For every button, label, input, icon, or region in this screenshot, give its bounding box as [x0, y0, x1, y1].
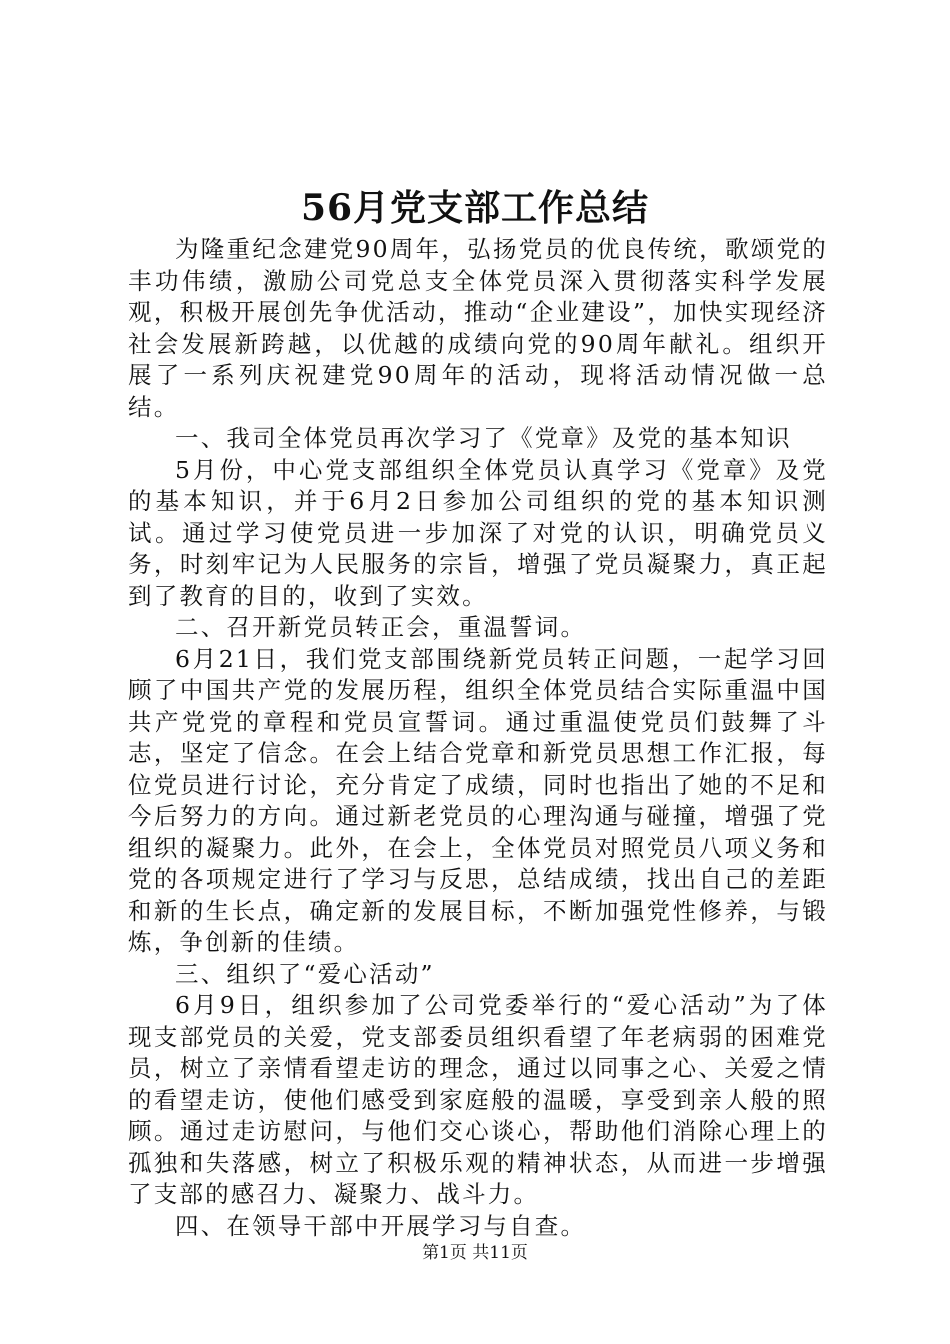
section-paragraph-2: 6月21日，我们党支部围绕新党员转正问题，一起学习回顾了中国共产党的发展历程，组织全体党员结合实际重温中国共产党党的章程和党员宣誓词。通过重温使党员们鼓舞了斗志，坚定了信念。在会上结合党章和新党员思想工作汇报，每位党员进行讨论，充分肯定了成绩，同时也指出了她的不足和今后努力的方向。通过新老党员的心理沟通与碰撞，增强了党组织的凝聚力。此外，在会上，全体党员对照党员八项义务和党的各项规定进行了学习与反思，总结成绩，找出自己的差距和新的生长点，确定新的发展目标，不断加强党性修养，与锻炼，争创新的佳绩。	[128, 644, 828, 956]
section-paragraph-3: 6月9日，组织参加了公司党委举行的“爱心活动”为了体现支部党员的关爱，党支部委员组织看望了年老病弱的困难党员，树立了亲情看望走访的理念，通过以同事之心、关爱之情的看望走访，使他们感受到家庭般的温暖，享受到亲人般的照顾。通过走访慰问，与他们交心谈心，帮助他们消除心理上的孤独和失落感，树立了积极乐观的精神状态，从而进一步增强了支部的感召力、凝聚力、战斗力。	[128, 991, 828, 1208]
section-paragraph-1: 5月份，中心党支部组织全体党员认真学习《党章》及党的基本知识，并于6月2日参加公司组织的党的基本知识测试。通过学习使党员进一步加深了对党的认识，明确党员义务，时刻牢记为人民服务的宗旨，增强了党员凝聚力，真正起到了教育的目的，收到了实效。	[128, 455, 828, 610]
section-heading-2: 二、召开新党员转正会，重温誓词。	[175, 613, 587, 641]
document-body	[128, 234, 828, 1242]
document-title: 56月党支部工作总结	[300, 187, 650, 229]
section-heading-3: 三、组织了“爱心活动”	[175, 959, 435, 988]
intro-paragraph: 为隆重纪念建党90周年，弘扬党员的优良传统，歌颂党的丰功伟绩，激励公司党总支全体党员深入贯彻落实科学发展观，积极开展创先争优活动，推动“企业建设”，加快实现经济社会发展新跨越，以优越的成绩向党的90周年献礼。组织开展了一系列庆祝建党90周年的活动，现将活动情况做一总结。	[128, 235, 828, 421]
section-heading-1: 一、我司全体党员再次学习了《党章》及党的基本知识	[175, 424, 792, 452]
section-heading-4: 四、在领导干部中开展学习与自查。	[175, 1211, 587, 1240]
page-number-footer: 第1页 共11页	[422, 1243, 528, 1263]
